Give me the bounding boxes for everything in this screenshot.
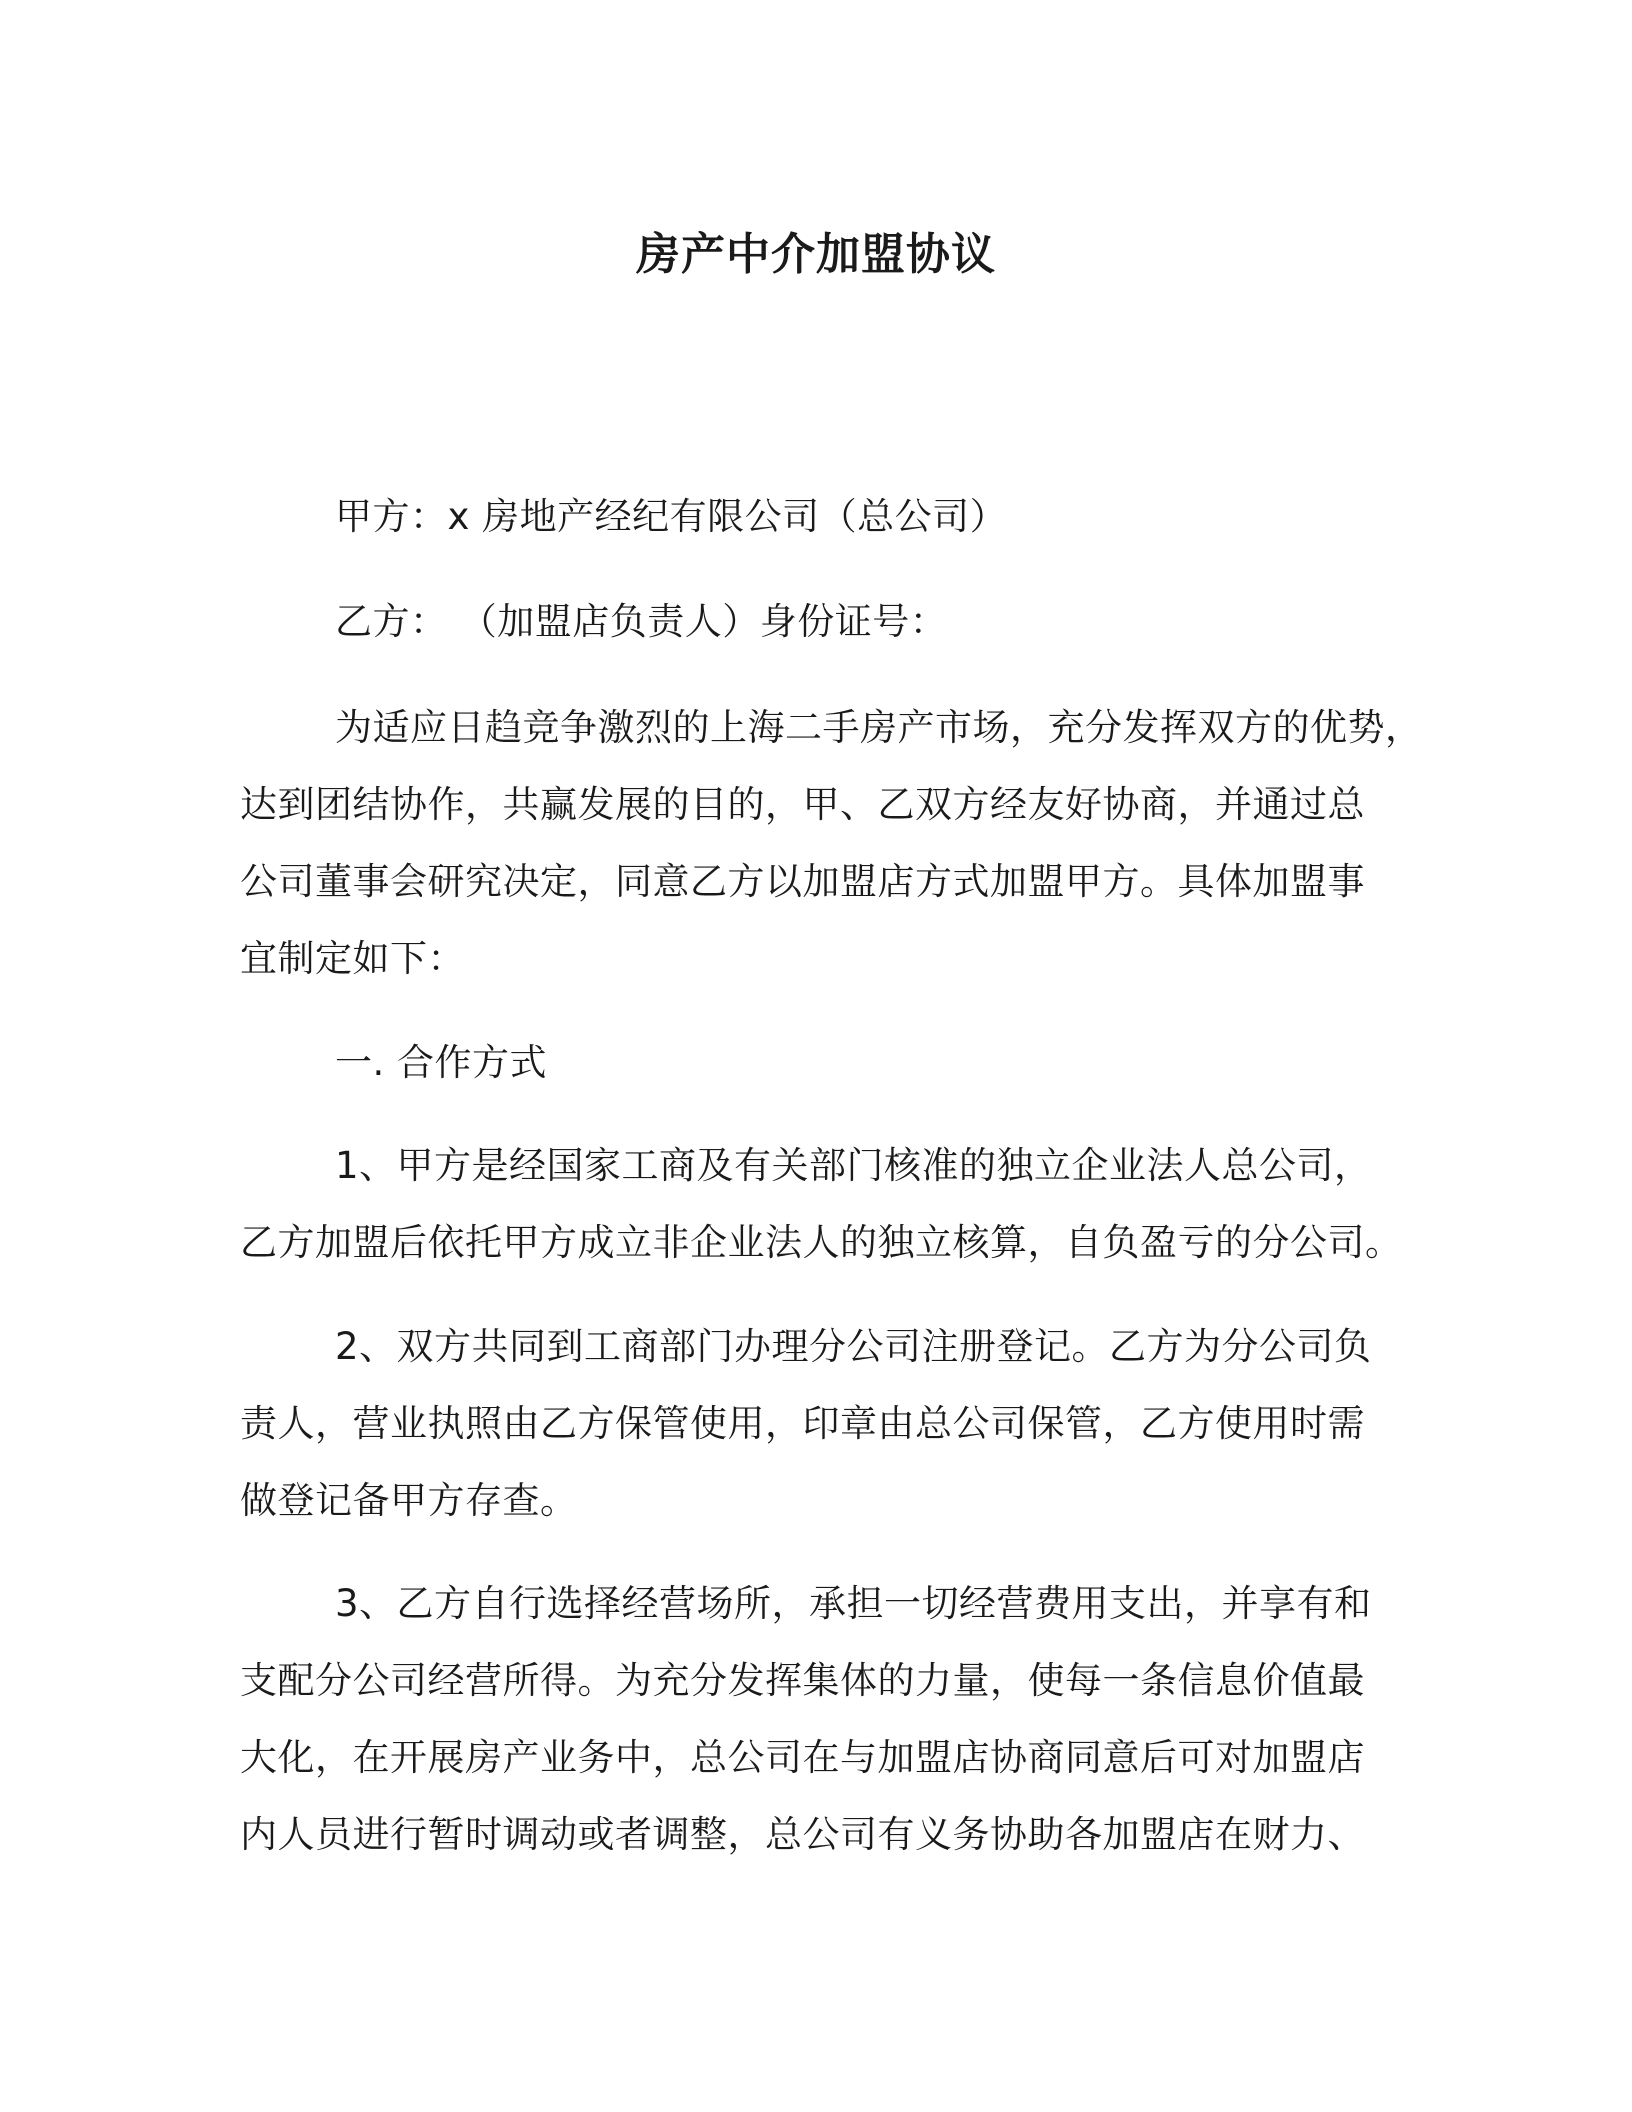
clause-3-line: 3、乙方自行选择经营场所，承担一切经营费用支出，并享有和 [335,1582,1372,1625]
clause-2-line: 做登记备甲方存查。 [240,1479,578,1522]
clause-3-line: 支配分公司经营所得。为充分发挥集体的力量，使每一条信息价值最 [240,1659,1365,1702]
clause-1-line: 1、甲方是经国家工商及有关部门核准的独立企业法人总公司， [335,1144,1372,1187]
clause-1-line: 乙方加盟后依托甲方成立非企业法人的独立核算，自负盈亏的分公司。 [240,1221,1403,1264]
party-a-line: 甲方：x 房地产经纪有限公司（总公司） [335,495,1008,538]
clause-2-line: 2、双方共同到工商部门办理分公司注册登记。乙方为分公司负 [335,1325,1372,1368]
preamble-line: 达到团结协作，共赢发展的目的，甲、乙双方经友好协商，并通过总 [240,783,1365,826]
clause-3-line: 内人员进行暂时调动或者调整，总公司有义务协助各加盟店在财力、 [240,1813,1365,1856]
preamble-line: 公司董事会研究决定，同意乙方以加盟店方式加盟甲方。具体加盟事 [240,860,1365,903]
party-b-line: 乙方： （加盟店负责人）身份证号： [335,600,948,643]
clause-2-line: 责人，营业执照由乙方保管使用，印章由总公司保管，乙方使用时需 [240,1402,1365,1445]
section-heading: 一. 合作方式 [335,1041,548,1084]
document-title: 房产中介加盟协议 [636,229,996,280]
clause-3-line: 大化，在开展房产业务中，总公司在与加盟店协商同意后可对加盟店 [240,1736,1365,1779]
preamble-line: 为适应日趋竞争激烈的上海二手房产市场，充分发挥双方的优势， [335,706,1423,749]
preamble-line: 宜制定如下： [240,937,465,980]
